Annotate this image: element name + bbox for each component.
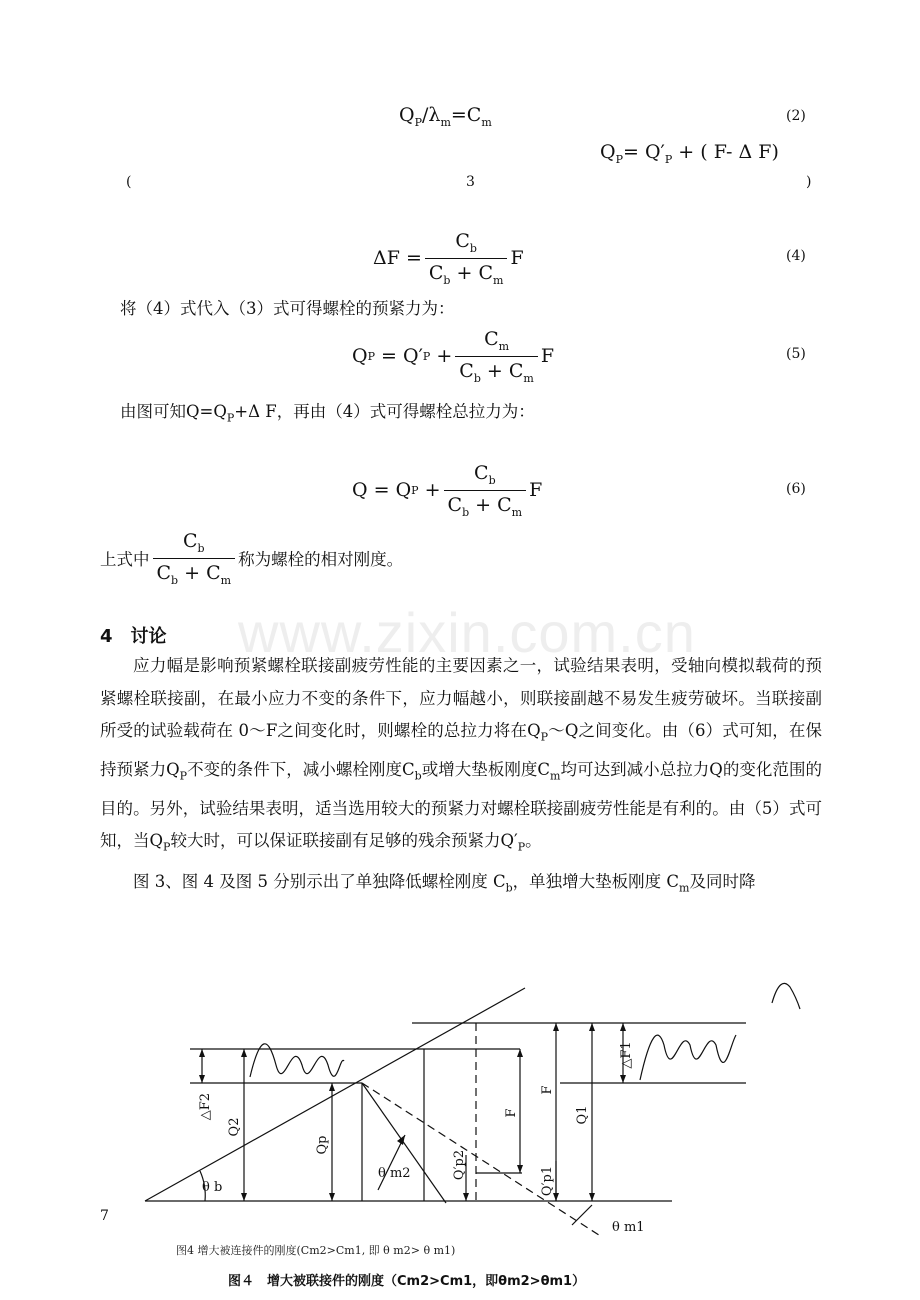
arrowhead-df1-bottom bbox=[620, 1075, 626, 1083]
equation-4 bbox=[373, 230, 524, 287]
rel-numerator bbox=[179, 530, 209, 558]
eq6-sub-p: P bbox=[411, 483, 419, 497]
eq3-sub-p2: P bbox=[664, 152, 673, 166]
rel-denominator bbox=[153, 558, 236, 587]
arrowhead-f-inner-bottom bbox=[517, 1165, 523, 1173]
label-df1: △F1 bbox=[619, 1041, 634, 1069]
paragraph-2 bbox=[100, 866, 822, 905]
para1-d: 或增大垫板刚度C bbox=[421, 759, 551, 779]
member-stiffness-line-2 bbox=[362, 1083, 446, 1203]
equation-6 bbox=[352, 462, 542, 519]
eq2-q: Q bbox=[399, 104, 415, 126]
page-number: 7 bbox=[100, 1208, 109, 1224]
label-q2: Q2 bbox=[227, 1117, 242, 1137]
eq5-denominator bbox=[455, 356, 538, 385]
eq4-den-c: C bbox=[428, 261, 444, 284]
eq6-denominator bbox=[444, 490, 527, 519]
eq5-den-sub1: b bbox=[473, 371, 481, 385]
equation-3-open: ( bbox=[126, 174, 132, 190]
arrowhead-df1-top bbox=[620, 1023, 626, 1031]
rel-b: 称为螺栓的相对刚度。 bbox=[238, 550, 404, 570]
theta-m1-arrow bbox=[572, 1205, 592, 1225]
eq3-rest: + ( F- Δ F) bbox=[678, 141, 779, 163]
label-q1: Q1 bbox=[575, 1105, 590, 1125]
para2-c: 及同时降 bbox=[689, 871, 756, 891]
rel-den-sub2: m bbox=[220, 573, 232, 587]
para2-sub1: b bbox=[505, 881, 513, 895]
section-heading: 4 讨论 bbox=[100, 626, 167, 647]
equation-6-number: (6) bbox=[786, 481, 806, 497]
text-line-total-a: 由图可知Q=Q bbox=[120, 402, 227, 421]
label-theta-m1: θ m1 bbox=[612, 1220, 645, 1235]
arrowhead-qp2-bottom bbox=[463, 1193, 469, 1201]
para1-sub6: P bbox=[517, 840, 526, 854]
para1-sub3: b bbox=[414, 769, 422, 783]
paragraph-discussion bbox=[100, 650, 822, 905]
para1-c: 不变的条件下，减小螺栓刚度C bbox=[187, 759, 415, 779]
eq6-plus: + bbox=[424, 479, 441, 502]
eq6-den-mid: + C bbox=[475, 493, 512, 516]
eq4-denominator bbox=[425, 258, 508, 287]
para1-b: ～Q之间变化。由（6）式可知，在保持预紧力Q bbox=[100, 721, 823, 779]
arrowhead-q2-top bbox=[241, 1049, 247, 1057]
para1-a: 应力幅是影响预紧螺栓联接副疲劳性能的主要因素之一，试验结果表明，受轴向模拟载荷的预紧螺栓联接副，在最小应力不变的条件下，应力幅越小，则联接副越不易发生疲劳破坏。当联接副所受的试验载荷在 0～F之间变化时，则螺栓的总拉力将在Q bbox=[100, 656, 822, 740]
eq5-num-sub: m bbox=[498, 339, 510, 353]
equation-3-close: ) bbox=[806, 174, 812, 190]
figure-caption-small: 图4 增大被连接件的刚度(Cm2>Cm1, 即 θ m2> θ m1) bbox=[176, 1244, 456, 1257]
eq2-cm: =C bbox=[450, 104, 482, 126]
watermark: www.zixin.com.cn bbox=[238, 601, 696, 664]
eq5-q: Q bbox=[352, 345, 368, 368]
para1-sub2: P bbox=[179, 769, 188, 783]
eq6-num-c: C bbox=[474, 462, 489, 484]
arrowhead-df2-bottom bbox=[199, 1075, 205, 1083]
eq4-den-sub2: m bbox=[493, 273, 504, 287]
rel-num-sub: b bbox=[197, 541, 205, 555]
eq4-numerator bbox=[451, 230, 481, 258]
eq6-tail: F bbox=[529, 479, 543, 502]
arrowhead-qp-bottom bbox=[329, 1193, 335, 1201]
text-line-total bbox=[120, 398, 535, 424]
para1-g: 。 bbox=[525, 831, 542, 851]
equation-5-number: (5) bbox=[786, 346, 806, 362]
arrowhead-f-inner-top bbox=[517, 1049, 523, 1057]
eq6-den-sub1: b bbox=[462, 505, 470, 519]
label-qp2: Q′p2 bbox=[452, 1149, 467, 1181]
text-line-relative-stiffness bbox=[100, 530, 403, 587]
text-line-total-b: +Δ F，再由（4）式可得螺栓总拉力为： bbox=[234, 402, 535, 421]
eq5-plus: + bbox=[436, 345, 453, 368]
para1-sub5: P bbox=[163, 840, 171, 854]
eq5-den-mid: + C bbox=[486, 359, 524, 382]
figure-caption: 图４ 增大被联接件的刚度（Cm2>Cm1，即θm2>θm1） bbox=[228, 1274, 586, 1289]
eq4-fraction bbox=[425, 230, 508, 287]
equation-2-number: (2) bbox=[786, 108, 806, 124]
para2-a: 图 3、图 4 及图 5 分别示出了单独降低螺栓刚度 C bbox=[133, 871, 506, 891]
text-line-total-sub: P bbox=[226, 411, 235, 425]
arrowhead-q2-bottom bbox=[241, 1193, 247, 1201]
label-df2: △F2 bbox=[198, 1093, 213, 1121]
eq4-num-sub: b bbox=[469, 241, 477, 255]
eq6-lhs: Q = Q bbox=[352, 479, 412, 502]
eq5-den-sub2: m bbox=[523, 371, 534, 385]
eq3-q: Q bbox=[600, 141, 616, 163]
para1-sub4: m bbox=[550, 769, 561, 783]
label-qp1: Q′p1 bbox=[540, 1165, 555, 1197]
rel-den-c: C bbox=[156, 561, 172, 584]
equation-3 bbox=[600, 141, 779, 166]
eq2-lambda: /λ bbox=[421, 104, 441, 126]
rel-fraction bbox=[153, 530, 236, 587]
equation-5 bbox=[352, 328, 554, 385]
rel-den-sub1: b bbox=[171, 573, 179, 587]
label-theta-b: θ b bbox=[202, 1180, 223, 1195]
para1-f: 较大时，可以保证联接副有足够的残余预紧力Q′ bbox=[170, 831, 518, 851]
arrowhead-qp-top bbox=[329, 1083, 335, 1091]
arrowhead-df2-top bbox=[199, 1049, 205, 1057]
label-qp: Qp bbox=[315, 1135, 330, 1155]
eq5-qprime: = Q′ bbox=[381, 345, 423, 368]
eq5-sub-p2: P bbox=[422, 349, 431, 363]
eq2-sub-m: m bbox=[440, 115, 451, 129]
para1-e: 均可达到减小总拉力Q的变化范围的目的。另外，试验结果表明，适当选用较大的预紧力对螺栓联接副疲劳性能是有利的。由（5）式可知，当Q bbox=[100, 759, 823, 851]
eq2-sub-p: P bbox=[414, 115, 422, 129]
equation-3-number: 3 bbox=[466, 174, 475, 190]
rel-a: 上式中 bbox=[100, 550, 150, 570]
eq4-den-sub1: b bbox=[443, 273, 451, 287]
wave-right bbox=[640, 1035, 736, 1080]
rel-den-mid: + C bbox=[184, 561, 221, 584]
rel-num-c: C bbox=[182, 530, 198, 552]
eq3-qprime: = Q′ bbox=[622, 141, 665, 163]
label-f-inner: F bbox=[504, 1108, 519, 1118]
arrowhead-f-outer-top bbox=[553, 1023, 559, 1031]
eq5-numerator bbox=[480, 328, 513, 356]
eq2-sub-m2: m bbox=[481, 115, 492, 129]
eq5-tail: F bbox=[540, 345, 555, 368]
arrowhead-q1-bottom bbox=[589, 1193, 595, 1201]
para2-b: ，单独增大垫板刚度 C bbox=[512, 871, 680, 891]
eq4-den-mid: + C bbox=[456, 261, 494, 284]
paragraph-1 bbox=[100, 650, 822, 864]
eq4-num-c: C bbox=[455, 230, 470, 252]
member-stiffness-line-1 bbox=[362, 1083, 602, 1237]
arrowhead-q1-top bbox=[589, 1023, 595, 1031]
eq4-tail: F bbox=[510, 247, 524, 270]
eq5-fraction bbox=[455, 328, 538, 385]
eq6-fraction bbox=[444, 462, 527, 519]
eq6-den-c: C bbox=[447, 493, 463, 516]
para1-sub1: P bbox=[540, 730, 549, 744]
eq6-den-sub2: m bbox=[511, 505, 523, 519]
equation-4-number: (4) bbox=[786, 248, 806, 264]
para2-sub2: m bbox=[679, 881, 690, 895]
eq5-den-c: C bbox=[459, 359, 474, 382]
text-line-substitute: 将（4）式代入（3）式可得螺栓的预紧力为： bbox=[120, 299, 455, 318]
eq3-sub-p: P bbox=[615, 152, 623, 166]
figure-4-diagram bbox=[0, 965, 920, 1265]
label-theta-m2: θ m2 bbox=[378, 1166, 411, 1181]
equation-2 bbox=[399, 104, 492, 129]
eq6-num-sub: b bbox=[488, 473, 496, 487]
stray-mark bbox=[772, 983, 800, 1009]
eq4-lhs: ΔF = bbox=[373, 247, 422, 270]
label-f-outer: F bbox=[540, 1085, 555, 1095]
eq5-num-c: C bbox=[484, 328, 499, 350]
eq6-numerator bbox=[470, 462, 500, 490]
eq5-sub-p: P bbox=[367, 349, 375, 363]
